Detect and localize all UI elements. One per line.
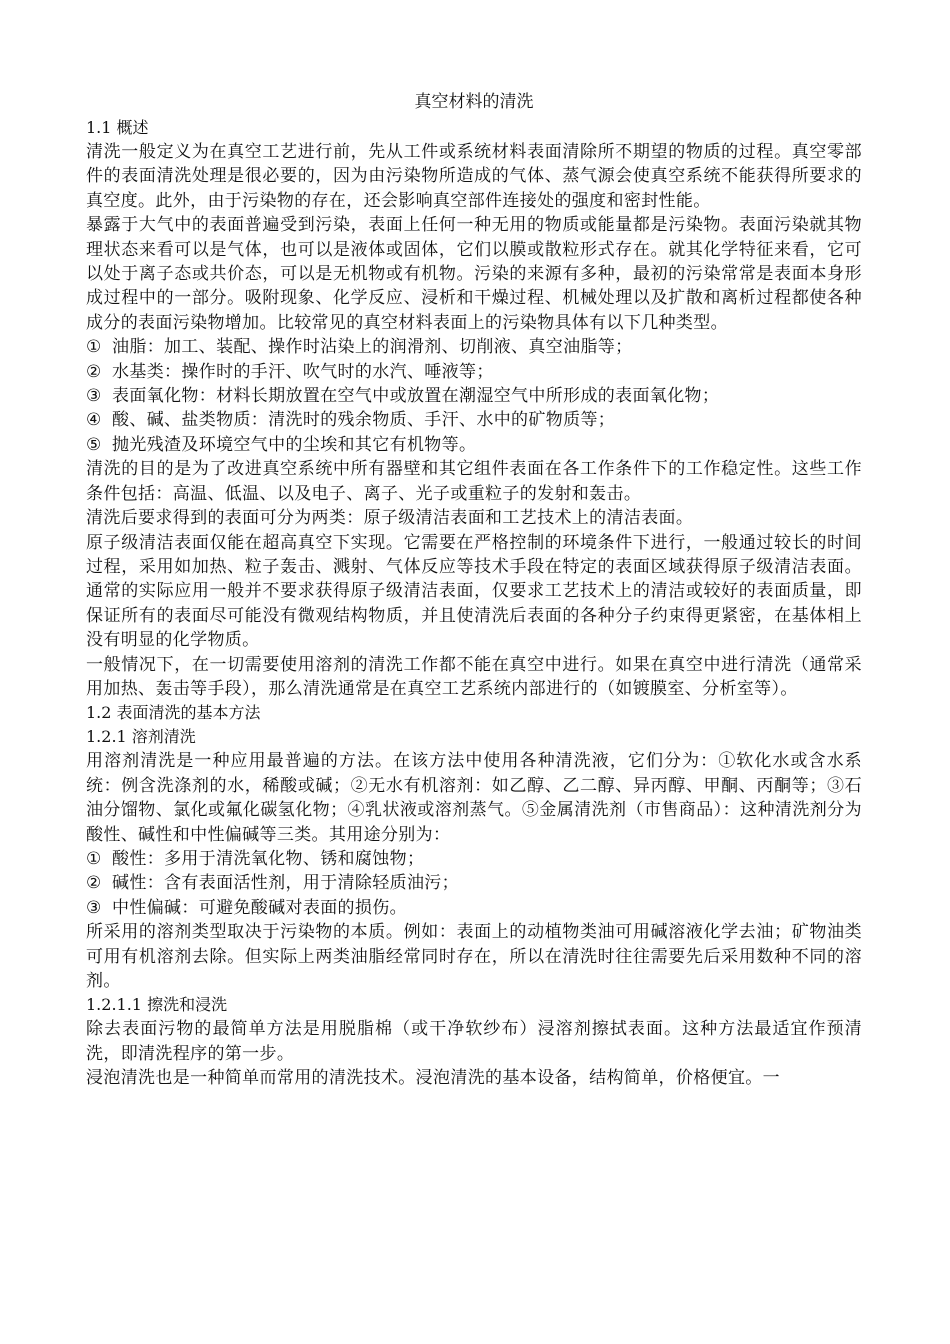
section-heading-1-1: 1.1 概述 xyxy=(86,118,149,137)
section-heading-1-2-1-1: 1.2.1.1 擦洗和浸洗 xyxy=(86,995,228,1015)
list-number: ② xyxy=(86,361,102,382)
list-number: ④ xyxy=(86,410,102,431)
list-text: 酸性：多用于清洗氧化物、锈和腐蚀物； xyxy=(112,848,425,869)
paragraph-immersion: 浸泡清洗也是一种简单而常用的清洗技术。浸泡清洗的基本设备，结构简单，价格便宜。一 xyxy=(86,1068,780,1089)
list-item xyxy=(86,871,862,895)
contaminant-list xyxy=(86,335,862,457)
section-heading-1-2-1: 1.2.1 溶剂清洗 xyxy=(86,727,196,747)
list-number: ② xyxy=(86,873,102,894)
list-number: ③ xyxy=(86,897,102,918)
list-number: ③ xyxy=(86,386,102,407)
list-item xyxy=(86,847,862,871)
paragraph-purpose: 清洗的目的是为了改进真空系统中所有器壁和其它组件表面在各工作条件下的工作稳定性。这些工作条件包括：高温、低温、以及电子、离子、光子或重粒子的发射和轰击。 xyxy=(86,459,862,504)
list-item xyxy=(86,433,862,457)
list-text: 中性偏碱：可避免酸碱对表面的损伤。 xyxy=(112,897,407,918)
paragraph-atomic-clean: 原子级清洁表面仅能在超高真空下实现。它需要在严格控制的环境条件下进行，一般通过较长的时间过程，采用如加热、粒子轰击、溅射、气体反应等技术手段在特定的表面区域获得原子级清洁表面。通常的实际应用一般并不要求获得原子级清洁表面，仅要求工艺技术上的清洁或较好的表面质量，即保证所有的表面尽可能没有微观结构物质，并且使清洗后表面的各种分子约束得更紧密，在基体相上没有明显的化学物质。 xyxy=(86,532,862,651)
list-number: ① xyxy=(86,337,102,358)
paragraph-contamination: 暴露于大气中的表面普遍受到污染，表面上任何一种无用的物质或能量都是污染物。表面污染就其物理状态来看可以是气体，也可以是液体或固体，它们以膜或散粒形式存在。就其化学特征来看，它可以处于离子态或共价态，可以是无机物或有机物。污染的来源有多种，最初的污染常常是表面本身形成过程中的一部分。吸附现象、化学反应、浸析和干燥过程、机械处理以及扩散和离析过程都使各种成分的表面污染物增加。比较常见的真空材料表面上的污染物具体有以下几种类型。 xyxy=(86,215,862,333)
list-text: 油脂：加工、装配、操作时沾染上的润滑剂、切削液、真空油脂等； xyxy=(112,337,633,358)
list-text: 水基类：操作时的手汗、吹气时的水汽、唾液等； xyxy=(112,361,494,382)
cleaner-type-list xyxy=(86,847,862,920)
list-item xyxy=(86,896,862,920)
paragraph-definition: 清洗一般定义为在真空工艺进行前，先从工件或系统材料表面清除所不期望的物质的过程。真空零部件的表面清洗处理是很必要的，因为由污染物所造成的气体、蒸气源会使真空系统不能获得所要求的真空度。此外，由于污染物的存在，还会影响真空部件连接处的强度和密封性能。 xyxy=(86,142,862,211)
list-text: 碱性：含有表面活性剂，用于清除轻质油污； xyxy=(112,873,459,894)
paragraph-solvent-cleaning: 用溶剂清洗是一种应用最普遍的方法。在该方法中使用各种清洗液，它们分为：①软化水或含水系统：例含洗涤剂的水，稀酸或碱；②无水有机溶剂：如乙醇、乙二醇、异丙醇、甲酮、丙酮等；③石油分馏物、氯化或氟化碳氢化物；④乳状液或溶剂蒸气。⑤金属清洗剂（市售商品）：这种清洗剂分为酸性、碱性和中性偏碱等三类。其用途分别为： xyxy=(86,751,862,845)
list-text: 表面氧化物：材料长期放置在空气中或放置在潮湿空气中所形成的表面氧化物； xyxy=(112,386,720,407)
paragraph-solvent-choice: 所采用的溶剂类型取决于污染物的本质。例如：表面上的动植物类油可用碱溶液化学去油；矿物油类可用有机溶剂去除。但实际上两类油脂经常同时存在，所以在清洗时往往需要先后采用数种不同的溶剂。 xyxy=(86,922,862,991)
list-number: ① xyxy=(86,848,102,869)
paragraph-surface-types: 清洗后要求得到的表面可分为两类：原子级清洁表面和工艺技术上的清洁表面。 xyxy=(86,508,694,529)
section-heading-1-2: 1.2 表面清洗的基本方法 xyxy=(86,703,261,723)
list-item xyxy=(86,335,862,359)
paragraph-wiping: 除去表面污物的最简单方法是用脱脂棉（或干净软纱布）浸溶剂擦拭表面。这种方法最适宜作预清洗，即清洗程序的第一步。 xyxy=(86,1019,862,1064)
list-item xyxy=(86,408,862,432)
list-number: ⑤ xyxy=(86,434,102,455)
list-text: 酸、碱、盐类物质：清洗时的残余物质、手汗、水中的矿物质等； xyxy=(112,410,616,431)
list-text: 抛光残渣及环境空气中的尘埃和其它有机物等。 xyxy=(112,434,477,455)
list-item xyxy=(86,384,862,408)
list-item xyxy=(86,360,862,384)
document-title: 真空材料的清洗 xyxy=(414,92,534,112)
document-body xyxy=(86,90,862,1091)
paragraph-vacuum-cleaning: 一般情况下，在一切需要使用溶剂的清洗工作都不能在真空中进行。如果在真空中进行清洗（通常采用加热、轰击等手段），那么清洗通常是在真空工艺系统内部进行的（如镀膜室、分析室等）。 xyxy=(86,654,862,699)
